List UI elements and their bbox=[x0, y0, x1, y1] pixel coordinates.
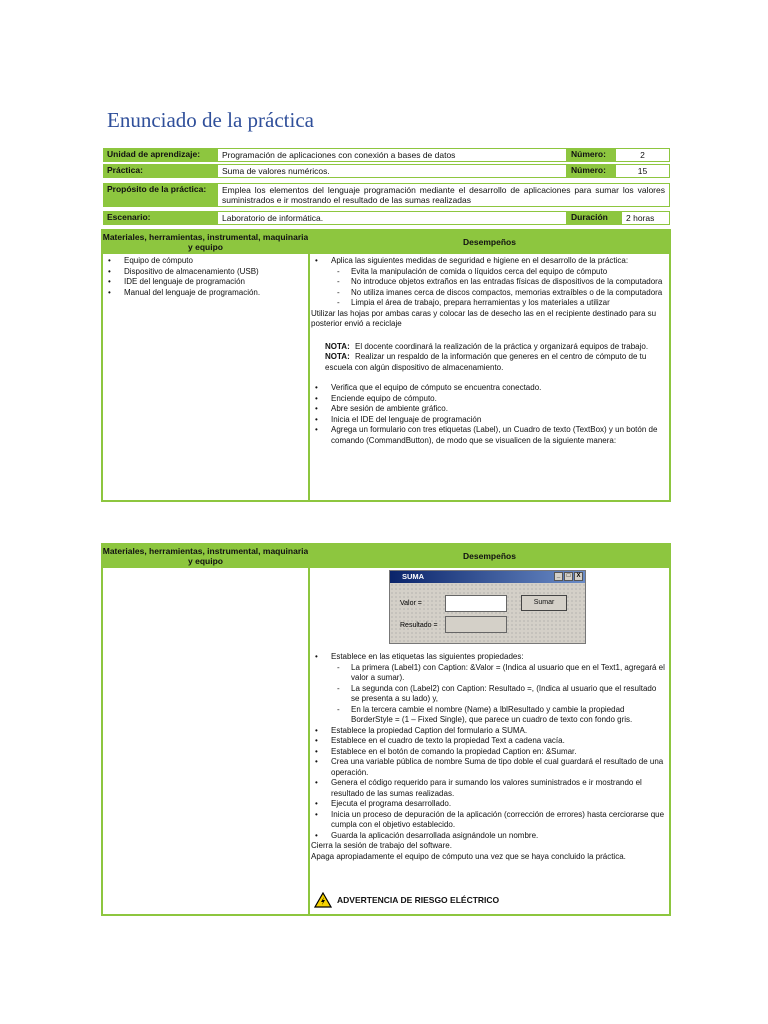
close-session-text: Cierra la sesión de trabajo del software. bbox=[311, 841, 452, 850]
list-item: - No utiliza imanes cerca de discos compactos, memorias extraíbles o de la computadora bbox=[311, 288, 666, 299]
note-2: NOTA: Realizar un respaldo de la información que generes en el centro de cómputo de tu escuela con algún dispositivo de almacenamiento. bbox=[325, 352, 647, 372]
list-item: - Evita la manipulación de comida o líquidos cerca del equipo de cómputo bbox=[311, 267, 666, 278]
practica-label: Práctica: bbox=[103, 164, 217, 178]
numero2-value: 15 bbox=[615, 164, 670, 178]
numero2-label: Número: bbox=[567, 164, 615, 178]
duracion-label: Duración bbox=[567, 211, 621, 225]
form-body bbox=[390, 583, 585, 643]
suma-form-window bbox=[389, 570, 586, 644]
note-1: NOTA: El docente coordinará la realización de la práctica y organizará equipos de trabajo. bbox=[325, 341, 649, 351]
duracion-value: 2 horas bbox=[621, 211, 670, 225]
warning-icon bbox=[314, 892, 332, 908]
desempenos-header: Desempeños bbox=[309, 229, 670, 254]
list-item: • Equipo de cómputo bbox=[104, 256, 304, 267]
list-item: - La segunda con (Label2) con Caption: Resultado =, (Indica al usuario que el resultado se presenta a su lado) y, bbox=[311, 684, 666, 705]
materials-list bbox=[104, 256, 304, 298]
close-icon[interactable]: X bbox=[574, 572, 583, 581]
materials-header: Materiales, herramientas, instrumental, maquinaria y equipo bbox=[102, 543, 309, 568]
electrical-warning bbox=[314, 892, 499, 908]
desempenos-content bbox=[311, 652, 666, 862]
list-item: • Crea una variable pública de nombre Suma de tipo doble el cual guardará el resultado de una operación. bbox=[311, 757, 666, 778]
list-item: • Genera el código requerido para ir sumando los valores suministrados e ir mostrando el resultado de las sumas realizadas. bbox=[311, 778, 666, 799]
minimize-icon[interactable]: _ bbox=[554, 572, 563, 581]
list-item: • Verifica que el equipo de cómputo se encuentra conectado. bbox=[311, 383, 666, 394]
page-title: Enunciado de la práctica bbox=[107, 108, 314, 132]
list-item: • Agrega un formulario con tres etiquetas (Label), un Cuadro de texto (TextBox) y un botón de comando (CommandButton), de modo que se visualicen de la siguiente manera: bbox=[311, 425, 666, 446]
resultado-label: Resultado = bbox=[400, 622, 438, 629]
proposito-label: Propósito de la práctica: bbox=[103, 183, 217, 207]
sumar-button[interactable]: Sumar bbox=[521, 595, 567, 611]
desempenos-content bbox=[311, 256, 666, 446]
list-item: • IDE del lenguaje de programación bbox=[104, 277, 304, 288]
list-item: - No introduce objetos extraños en las entradas físicas de dispositivos de la computadora bbox=[311, 277, 666, 288]
numero1-label: Número: bbox=[567, 148, 615, 162]
desempenos-header: Desempeños bbox=[309, 543, 670, 568]
list-item: • Guarda la aplicación desarrollada asignándole un nombre. bbox=[311, 831, 666, 842]
list-item: • Establece en las etiquetas las siguientes propiedades: bbox=[311, 652, 666, 663]
list-item: - Limpia el área de trabajo, prepara herramientas y los materiales a utilizar bbox=[311, 298, 666, 309]
resultado-display bbox=[445, 616, 507, 633]
list-item: • Inicia el IDE del lenguaje de programación bbox=[311, 415, 666, 426]
unidad-value: Programación de aplicaciones con conexión a bases de datos bbox=[217, 148, 567, 162]
warning-text: ADVERTENCIA DE RIESGO ELÉCTRICO bbox=[337, 895, 500, 905]
unidad-label: Unidad de aprendizaje: bbox=[103, 148, 217, 162]
shutdown-text: Apaga apropiadamente el equipo de cómputo una vez que se haya concluido la práctica. bbox=[311, 851, 626, 861]
list-item: • Enciende equipo de cómputo. bbox=[311, 394, 666, 405]
list-item: • Establece en el cuadro de texto la propiedad Text a cadena vacía. bbox=[311, 736, 666, 747]
materials-header: Materiales, herramientas, instrumental, maquinaria y equipo bbox=[102, 229, 309, 254]
valor-textbox[interactable] bbox=[445, 595, 507, 612]
list-item: • Manual del lenguaje de programación. bbox=[104, 288, 304, 299]
numero1-value: 2 bbox=[615, 148, 670, 162]
list-item: - La primera (Label1) con Caption: &Valor = (Indica al usuario que en el Text1, agregará el valor a sumar). bbox=[311, 663, 666, 684]
list-item: - En la tercera cambie el nombre (Name) a lblResultado y cambie la propiedad BorderStyle = (1 – Fixed Single), que parece un cuadro de texto con fondo gris. bbox=[311, 705, 666, 726]
list-item: • Abre sesión de ambiente gráfico. bbox=[311, 404, 666, 415]
list-item: • Establece en el botón de comando la propiedad Caption en: &Sumar. bbox=[311, 747, 666, 758]
list-item: • Dispositivo de almacenamiento (USB) bbox=[104, 267, 304, 278]
list-item: • Ejecuta el programa desarrollado. bbox=[311, 799, 666, 810]
form-title: SUMA bbox=[402, 572, 425, 581]
list-item: • Establece la propiedad Caption del formulario a SUMA. bbox=[311, 726, 666, 737]
maximize-icon[interactable]: □ bbox=[564, 572, 573, 581]
escenario-label: Escenario: bbox=[103, 211, 217, 225]
list-item: • Aplica las siguientes medidas de seguridad e higiene en el desarrollo de la práctica: bbox=[311, 256, 666, 267]
escenario-value: Laboratorio de informática. bbox=[217, 211, 567, 225]
list-item: • Inicia un proceso de depuración de la aplicación (corrección de errores) hasta cerciorarse que cumpla con el objetivo establecido. bbox=[311, 810, 666, 831]
proposito-value: Emplea los elementos del lenguaje programación mediante el desarrollo de aplicaciones para sumar los valores suministrados e ir mostrando el resultado de las sumas realizadas bbox=[217, 183, 670, 207]
practica-value: Suma de valores numéricos. bbox=[217, 164, 567, 178]
form-titlebar bbox=[390, 571, 585, 583]
recycle-text: Utilizar las hojas por ambas caras y colocar las de desecho las en el recipiente destinado para su posterior envió a reciclaje bbox=[311, 308, 657, 328]
valor-label: Valor = bbox=[400, 600, 422, 607]
